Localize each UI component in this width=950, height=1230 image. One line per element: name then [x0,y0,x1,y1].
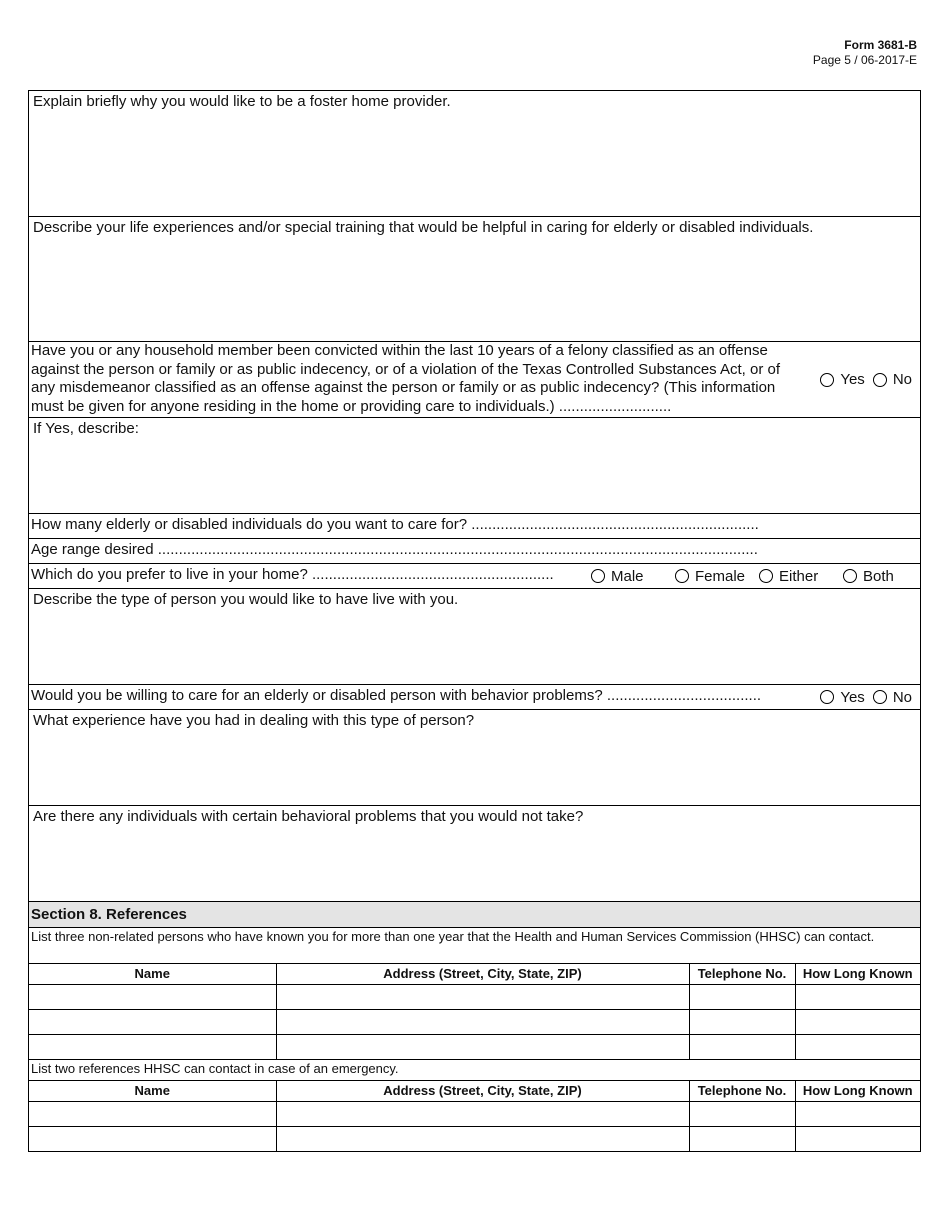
type-person-field[interactable] [29,589,920,685]
radio-circle-icon[interactable] [820,373,834,387]
prefer-question [29,564,920,589]
references-instructions: List three non-related persons who have known you for more than one year that the Health and Human Services Commission (HHSC) can contact. [29,928,920,964]
how-many-label: How many elderly or disabled individuals do you want to care for? ..................................................................... [31,516,759,533]
why-provider-label: Explain briefly why you would like to be a foster home provider. [33,93,451,110]
life-experience-field[interactable] [29,217,920,342]
how-long-cell[interactable] [795,1126,920,1151]
address-cell[interactable] [276,984,689,1009]
table-row [29,1126,920,1151]
column-header: Name [29,1081,276,1101]
table-header-row [29,964,920,984]
telephone-cell[interactable] [689,1034,795,1059]
column-header: Telephone No. [689,1081,795,1101]
type-person-label: Describe the type of person you would like to have live with you. [33,591,459,608]
column-header: How Long Known [795,1081,920,1101]
behavior-options [820,685,912,709]
prefer-female-option[interactable]: Female [675,568,759,585]
prefer-label: Which do you prefer to live in your home? .......................................................... [31,566,554,583]
section-8-title: Section 8. References [29,902,920,928]
if-yes-field[interactable] [29,418,920,514]
emergency-references-table [29,1081,920,1151]
behavior-no-option[interactable]: No [873,689,912,706]
convicted-no-option[interactable]: No [873,371,912,388]
behavior-label: Would you be willing to care for an elderly or disabled person with behavior problems? ..................................... [31,687,762,704]
telephone-cell[interactable] [689,1101,795,1126]
radio-circle-icon[interactable] [873,690,887,704]
form-number: Form 3681-B [844,38,917,52]
convicted-question [29,342,920,418]
column-header: Name [29,964,276,984]
how-long-cell[interactable] [795,984,920,1009]
radio-circle-icon[interactable] [820,690,834,704]
telephone-cell[interactable] [689,1009,795,1034]
convicted-label: Have you or any household member been convicted within the last 10 years of a felony classified as an offense against the person or family or as public indecency, or of a violation of the Texas Controlled Substances Act, or of any misdemeanor classified as an offense against the person or family or as public indecency? (This information must be given for anyone residing in the home or providing care to individuals.) ........................... [31,342,781,415]
telephone-cell[interactable] [689,984,795,1009]
address-cell[interactable] [276,1034,689,1059]
not-take-field[interactable] [29,806,920,902]
not-take-label: Are there any individuals with certain behavioral problems that you would not take? [33,808,584,825]
how-long-cell[interactable] [795,1034,920,1059]
why-provider-field[interactable] [29,91,920,217]
experience-label: What experience have you had in dealing with this type of person? [33,712,475,729]
radio-circle-icon[interactable] [675,569,689,583]
address-cell[interactable] [276,1009,689,1034]
behavior-question [29,685,920,710]
radio-circle-icon[interactable] [591,569,605,583]
emergency-instructions: List two references HHSC can contact in case of an emergency. [29,1060,920,1081]
name-cell[interactable] [29,1009,276,1034]
column-header: Address (Street, City, State, ZIP) [276,1081,689,1101]
radio-circle-icon[interactable] [873,373,887,387]
telephone-cell[interactable] [689,1126,795,1151]
age-range-label: Age range desired ................................................................................................................................................ [31,541,758,558]
application-form [28,90,921,1152]
life-experience-label: Describe your life experiences and/or special training that would be helpful in caring for elderly or disabled individuals. [33,219,814,236]
column-header: How Long Known [795,964,920,984]
name-cell[interactable] [29,1034,276,1059]
table-row [29,1034,920,1059]
table-row [29,1009,920,1034]
address-cell[interactable] [276,1101,689,1126]
how-long-cell[interactable] [795,1101,920,1126]
how-many-field[interactable] [29,514,920,539]
name-cell[interactable] [29,984,276,1009]
references-table [29,964,920,1059]
column-header: Address (Street, City, State, ZIP) [276,964,689,984]
radio-circle-icon[interactable] [759,569,773,583]
page-info: Page 5 / 06-2017-E [812,53,917,67]
prefer-options [591,564,894,588]
convicted-options [820,342,912,417]
name-cell[interactable] [29,1101,276,1126]
references-table-wrap [29,964,920,1060]
age-range-field[interactable] [29,539,920,564]
convicted-yes-option[interactable]: Yes [820,371,864,388]
if-yes-label: If Yes, describe: [33,420,139,437]
address-cell[interactable] [276,1126,689,1151]
prefer-both-option[interactable]: Both [843,568,894,585]
prefer-either-option[interactable]: Either [759,568,843,585]
name-cell[interactable] [29,1126,276,1151]
behavior-yes-option[interactable]: Yes [820,689,864,706]
table-row [29,984,920,1009]
form-header [813,38,917,68]
table-header-row [29,1081,920,1101]
table-row [29,1101,920,1126]
experience-field[interactable] [29,710,920,806]
column-header: Telephone No. [689,964,795,984]
how-long-cell[interactable] [795,1009,920,1034]
prefer-male-option[interactable]: Male [591,568,675,585]
radio-circle-icon[interactable] [843,569,857,583]
emergency-table-wrap [29,1081,920,1151]
